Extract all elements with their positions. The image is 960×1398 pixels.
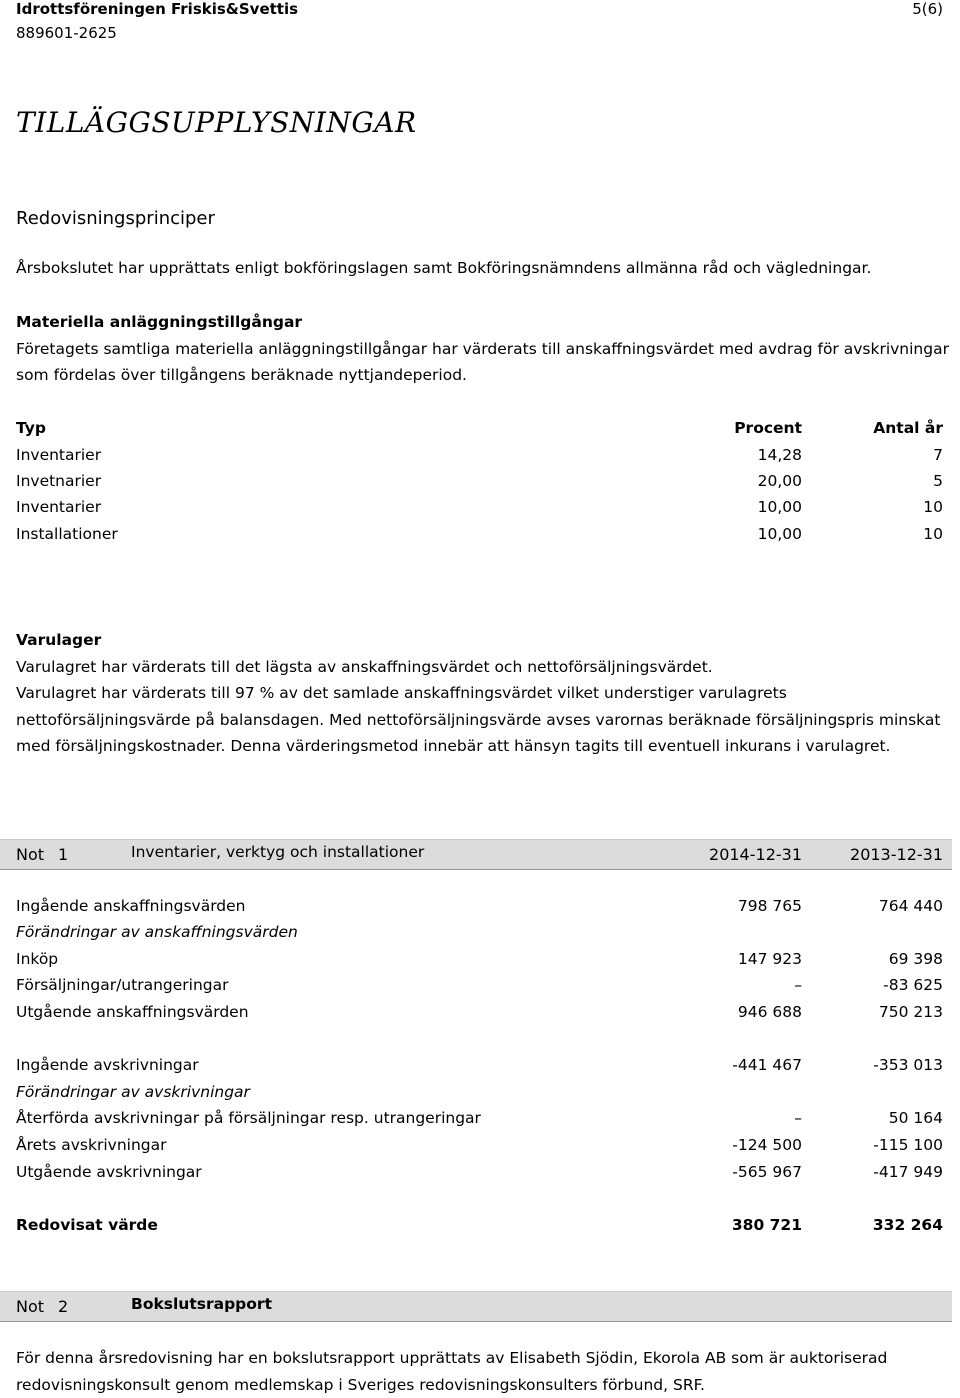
note1-title: Inventarier, verktyg och installationer (131, 843, 425, 861)
table-header-type: Typ (16, 419, 46, 437)
note1-row-value-2013: -417 949 (873, 1163, 943, 1181)
note1-row-label: Inköp (16, 950, 59, 968)
page-title: TILLÄGGSUPPLYSNINGAR (16, 106, 417, 139)
table-row-type: Invetnarier (16, 472, 102, 490)
note2-divider (0, 1321, 952, 1322)
note1-row-value-2013: -115 100 (873, 1136, 943, 1154)
note1-row-value-2014: -565 967 (732, 1163, 802, 1181)
inventory-heading: Varulager (16, 631, 102, 649)
note1-row-value-2014: 798 765 (737, 897, 802, 915)
note1-total-value-2013: 332 264 (872, 1216, 943, 1234)
note1-row-value-2013: 50 164 (888, 1109, 943, 1127)
note1-row-value-2013: -83 625 (883, 976, 943, 994)
table-header-percent: Procent (734, 419, 802, 437)
note1-row-label: Ingående anskaffningsvärden (16, 897, 246, 915)
note1-row-label: Förändringar av anskaffningsvärden (16, 923, 298, 941)
principles-text: Årsbokslutet har upprättats enligt bokföringslagen samt Bokföringsnämndens allmänna råd och vägledningar. (16, 259, 872, 277)
table-row-years: 5 (933, 472, 943, 490)
note2-number: 2 (58, 1297, 69, 1316)
note1-number: 1 (58, 845, 69, 864)
note1-row-label: Utgående avskrivningar (16, 1163, 202, 1181)
note2-text-line2: redovisningskonsult genom medlemskap i Sveriges redovisningskonsulters förbund, SRF. (16, 1376, 705, 1394)
note1-row-value-2013: 69 398 (888, 950, 943, 968)
table-row-percent: 10,00 (757, 525, 802, 543)
note2-label: Not (16, 1297, 45, 1316)
table-row-type: Inventarier (16, 446, 102, 464)
note1-col1-date: 2014-12-31 (709, 845, 802, 864)
note1-row-value-2013: 750 213 (878, 1003, 943, 1021)
note1-label: Not (16, 845, 45, 864)
page-number: 5(6) (912, 0, 943, 18)
principles-heading: Redovisningsprinciper (16, 208, 215, 229)
note1-row-label: Utgående anskaffningsvärden (16, 1003, 249, 1021)
note1-row-label: Återförda avskrivningar på försäljningar resp. utrangeringar (16, 1109, 481, 1127)
table-row-years: 10 (923, 525, 943, 543)
inventory-text-line4: med försäljningskostnader. Denna värderingsmetod innebär att hänsyn tagits till eventuell inkurans i varulagret. (16, 737, 891, 755)
note1-row-value-2014: – (794, 976, 802, 994)
fixed-assets-text-line1: Företagets samtliga materiella anläggningstillgångar har värderats till anskaffningsvärdet med avdrag för avskrivningar (16, 340, 949, 358)
note1-row-label: Förändringar av avskrivningar (16, 1083, 250, 1101)
note1-divider (0, 869, 952, 870)
fixed-assets-heading: Materiella anläggningstillgångar (16, 313, 303, 331)
note1-col2-date: 2013-12-31 (850, 845, 943, 864)
note1-row-value-2014: 147 923 (737, 950, 802, 968)
note2-title: Bokslutsrapport (131, 1295, 272, 1313)
inventory-text-line3: nettoförsäljningsvärde på balansdagen. Med nettoförsäljningsvärde avses varornas beräknade försäljningspris minskat (16, 711, 941, 729)
fixed-assets-text-line2: som fördelas över tillgångens beräknade nyttjandeperiod. (16, 366, 467, 384)
table-row-type: Installationer (16, 525, 118, 543)
note1-row-value-2013: 764 440 (878, 897, 943, 915)
note1-total-value-2014: 380 721 (731, 1216, 802, 1234)
table-row-percent: 14,28 (757, 446, 802, 464)
table-row-percent: 20,00 (757, 472, 802, 490)
note1-row-value-2014: -441 467 (732, 1056, 802, 1074)
note1-row-value-2013: -353 013 (873, 1056, 943, 1074)
note1-row-value-2014: – (794, 1109, 802, 1127)
table-row-years: 7 (933, 446, 943, 464)
note1-total-label: Redovisat värde (16, 1216, 158, 1234)
organization-name: Idrottsföreningen Friskis&Svettis (16, 0, 299, 18)
table-row-percent: 10,00 (757, 498, 802, 516)
inventory-text-line1: Varulagret har värderats till det lägsta av anskaffningsvärdet och nettoförsäljningsvärdet. (16, 658, 713, 676)
note2-text-line1: För denna årsredovisning har en bokslutsrapport upprättats av Elisabeth Sjödin, Ekorola AB som är auktoriserad (16, 1349, 888, 1367)
organization-number: 889601-2625 (16, 24, 117, 42)
inventory-text-line2: Varulagret har värderats till 97 % av det samlade anskaffningsvärdet vilket understiger varulagrets (16, 684, 787, 702)
table-header-years: Antal år (873, 419, 943, 437)
table-row-years: 10 (923, 498, 943, 516)
note1-row-label: Årets avskrivningar (16, 1136, 167, 1154)
note1-row-value-2014: -124 500 (732, 1136, 802, 1154)
note1-row-label: Försäljningar/utrangeringar (16, 976, 229, 994)
note1-row-label: Ingående avskrivningar (16, 1056, 199, 1074)
note1-row-value-2014: 946 688 (737, 1003, 802, 1021)
table-row-type: Inventarier (16, 498, 102, 516)
